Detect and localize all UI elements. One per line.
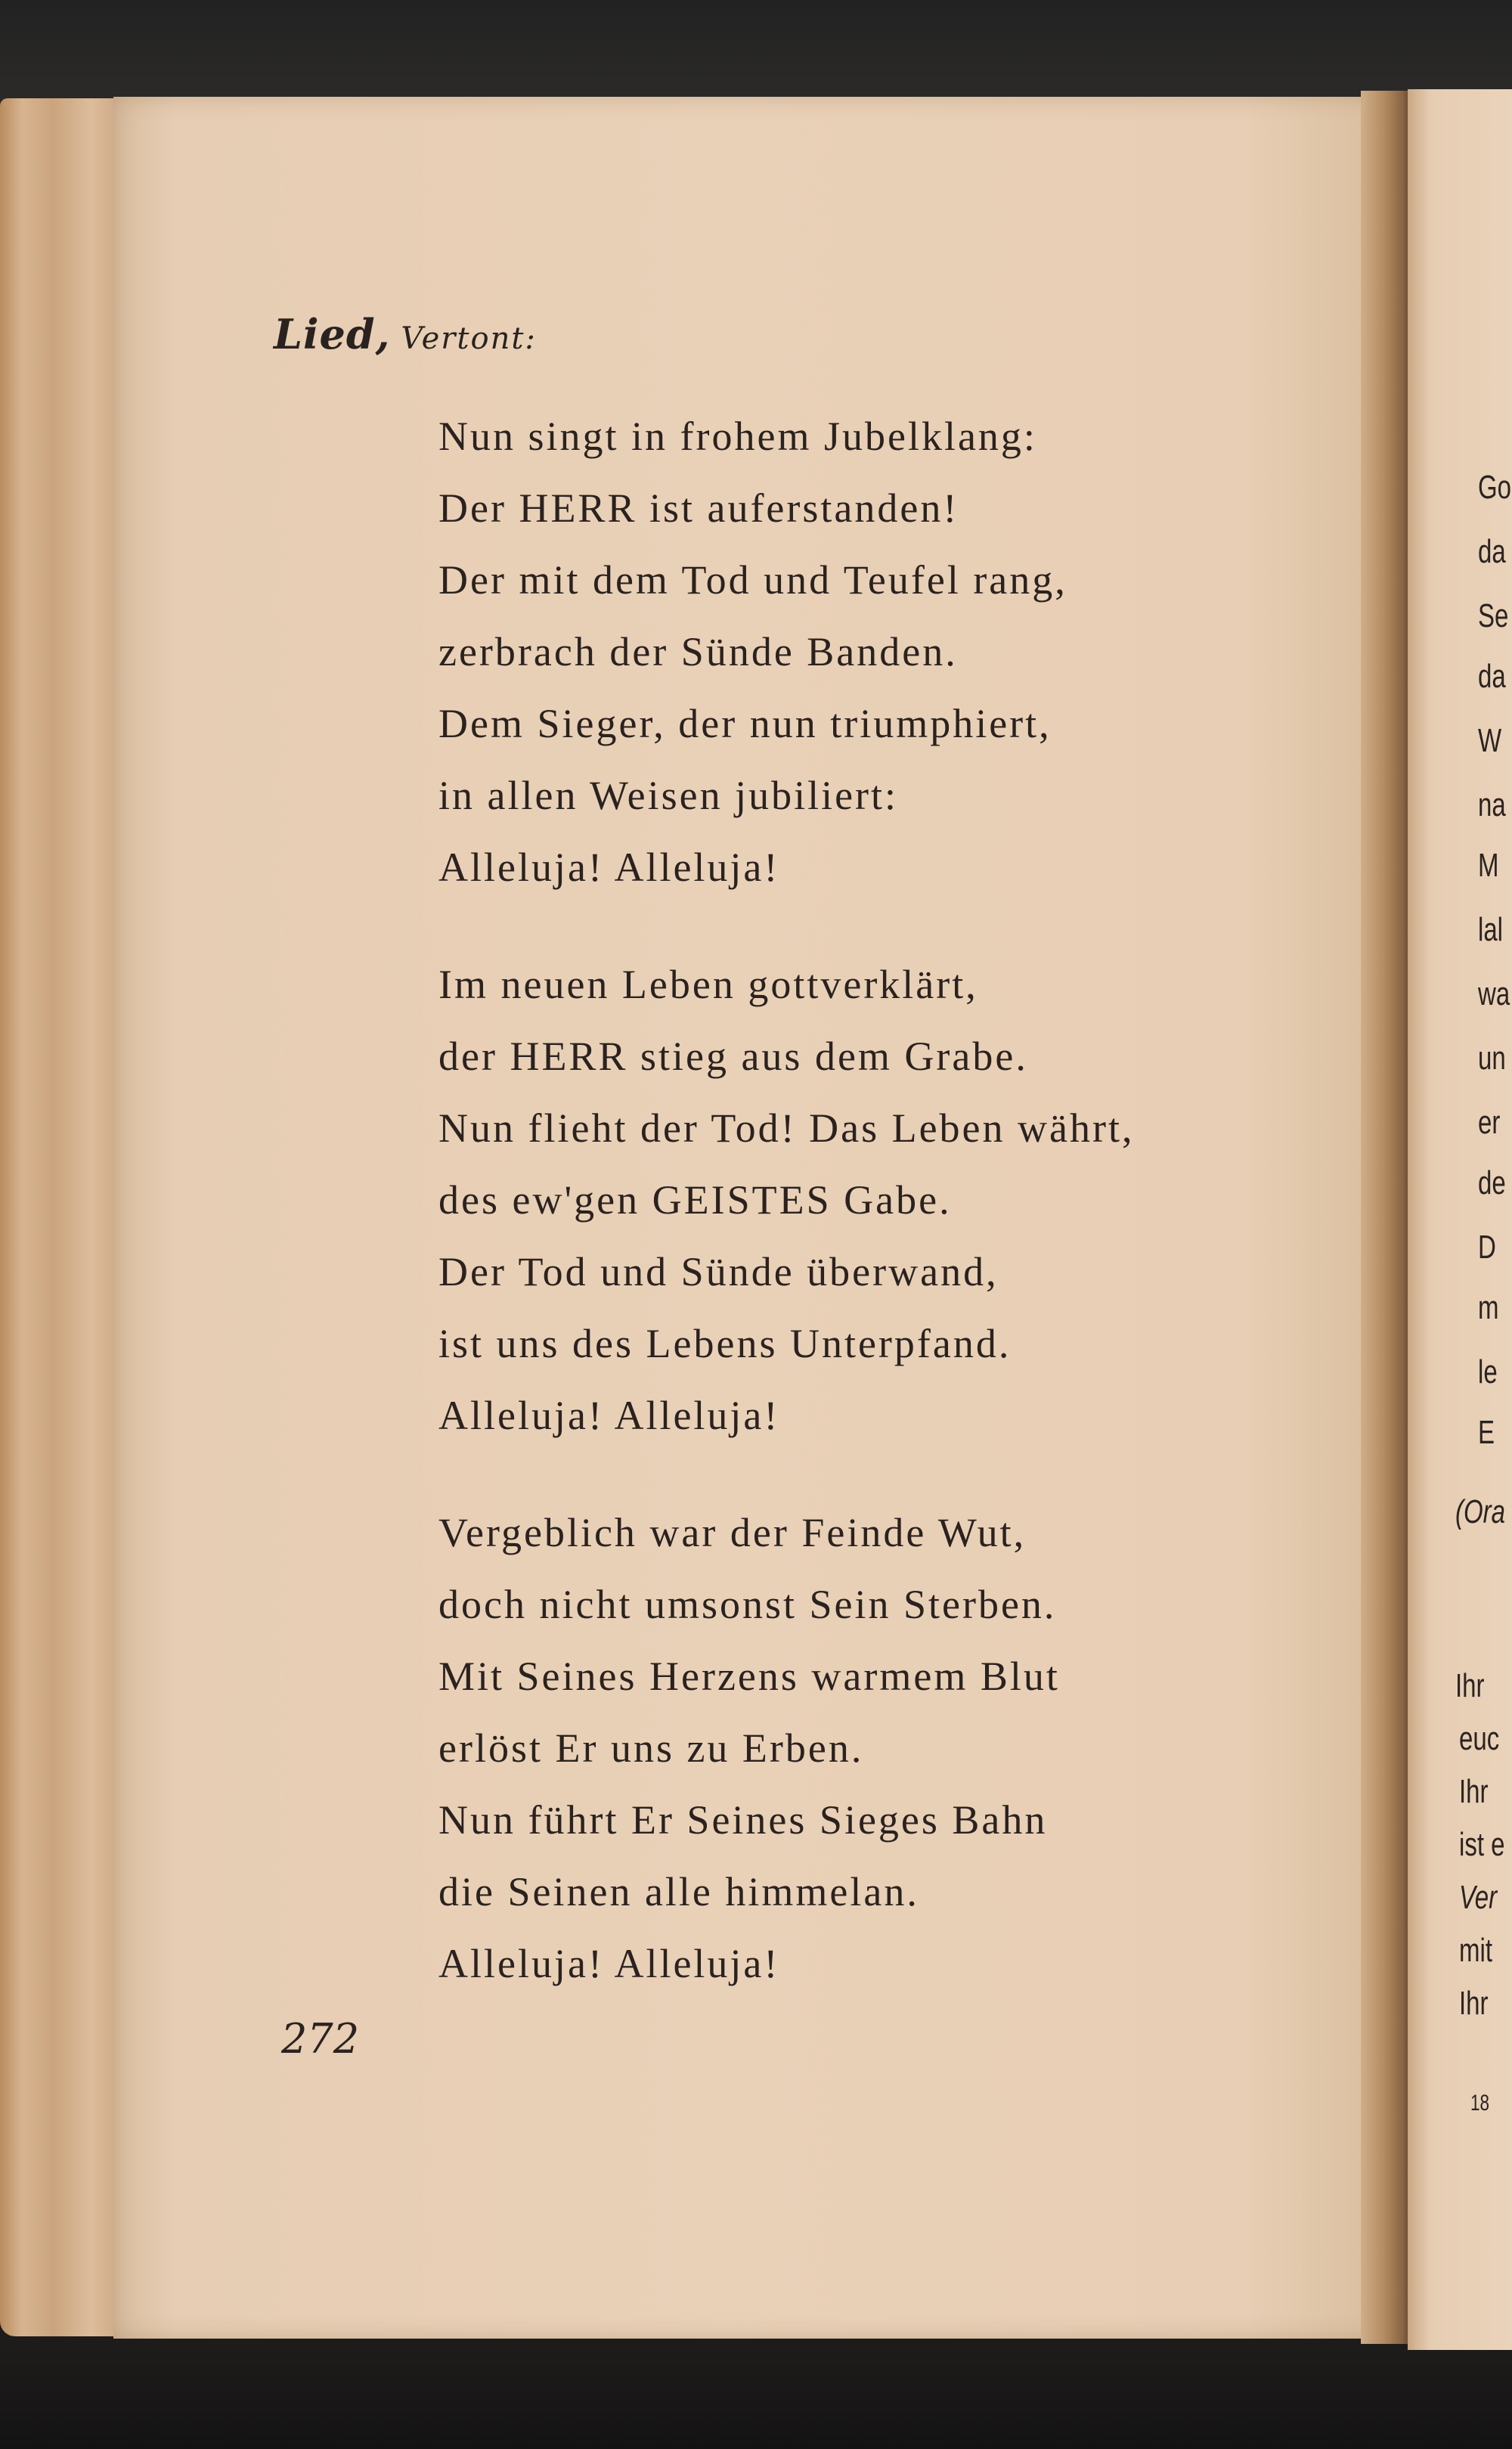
right-fragment: mit bbox=[1459, 1932, 1492, 1969]
verse-line: doch nicht umsonst Sein Sterben. bbox=[438, 1582, 1057, 1627]
right-fragment: ist e bbox=[1459, 1826, 1505, 1863]
stanza bbox=[438, 949, 1270, 1452]
right-fragment: de bbox=[1478, 1164, 1506, 1201]
right-fragment: W bbox=[1478, 722, 1502, 759]
verse-line: Nun führt Er Seines Sieges Bahn bbox=[438, 1797, 1048, 1843]
verse-line: Mit Seines Herzens warmem Blut bbox=[438, 1654, 1060, 1699]
right-fragment: lal bbox=[1478, 911, 1504, 948]
right-fragment: le bbox=[1478, 1353, 1498, 1390]
verse-line: die Seinen alle himmelan. bbox=[438, 1869, 919, 1914]
verse-line: Dem Sieger, der nun triumphiert, bbox=[438, 701, 1052, 746]
right-fragment: m bbox=[1478, 1289, 1499, 1326]
poem-body bbox=[438, 401, 1270, 2000]
verse-line: der HERR stieg aus dem Grabe. bbox=[438, 1034, 1028, 1079]
stanza bbox=[438, 1497, 1270, 2000]
verse-line: Alleluja! Alleluja! bbox=[438, 845, 780, 890]
verse-line: des ew'gen GEISTES Gabe. bbox=[438, 1177, 952, 1223]
right-fragment: da bbox=[1478, 533, 1506, 570]
right-fragment: E bbox=[1478, 1414, 1495, 1451]
right-fragment: Go bbox=[1478, 469, 1512, 506]
right-fragment: Ihr bbox=[1455, 1667, 1485, 1704]
stanza-gap bbox=[438, 1452, 1270, 1497]
right-fragment: na bbox=[1478, 786, 1506, 823]
verse-line: ist uns des Lebens Unterpfand. bbox=[438, 1321, 1012, 1366]
right-fragment: er bbox=[1478, 1104, 1501, 1141]
verse-line: Alleluja! Alleluja! bbox=[438, 1393, 780, 1438]
right-fragment: Ver bbox=[1459, 1879, 1498, 1916]
verse-line: Nun flieht der Tod! Das Leben währt, bbox=[438, 1105, 1135, 1151]
verse-line: Alleluja! Alleluja! bbox=[438, 1941, 780, 1986]
right-fragment: da bbox=[1478, 658, 1506, 695]
stanza-gap bbox=[438, 904, 1270, 949]
poem-heading bbox=[274, 310, 537, 358]
stanza bbox=[438, 401, 1270, 904]
heading-subtitle: Vertont: bbox=[401, 321, 537, 356]
right-fragment: (Ora bbox=[1455, 1493, 1505, 1530]
right-fragment: un bbox=[1478, 1040, 1506, 1077]
verse-line: in allen Weisen jubiliert: bbox=[438, 773, 899, 818]
verse-line: zerbrach der Sünde Banden. bbox=[438, 629, 958, 674]
right-page-number: 18 bbox=[1470, 2091, 1490, 2116]
verse-line: Vergeblich war der Feinde Wut, bbox=[438, 1510, 1027, 1555]
verse-line: Im neuen Leben gottverklärt, bbox=[438, 962, 978, 1007]
verse-line: Der HERR ist auferstanden! bbox=[438, 485, 959, 531]
right-fragment: Ihr bbox=[1459, 1985, 1489, 2022]
right-fragment: wa bbox=[1478, 975, 1510, 1012]
verse-line: erlöst Er uns zu Erben. bbox=[438, 1725, 864, 1771]
right-fragment: M bbox=[1478, 847, 1499, 884]
right-fragment: Ihr bbox=[1459, 1773, 1489, 1810]
verse-line: Der mit dem Tod und Teufel rang, bbox=[438, 557, 1067, 603]
right-fragment: Se bbox=[1478, 597, 1509, 634]
verse-line: Der Tod und Sünde überwand, bbox=[438, 1249, 999, 1294]
right-fragment: euc bbox=[1459, 1720, 1500, 1757]
right-fragment: D bbox=[1478, 1229, 1496, 1266]
heading-title: Lied, bbox=[274, 310, 391, 358]
verse-line: Nun singt in frohem Jubelklang: bbox=[438, 414, 1037, 459]
page-number: 272 bbox=[281, 2015, 360, 2063]
